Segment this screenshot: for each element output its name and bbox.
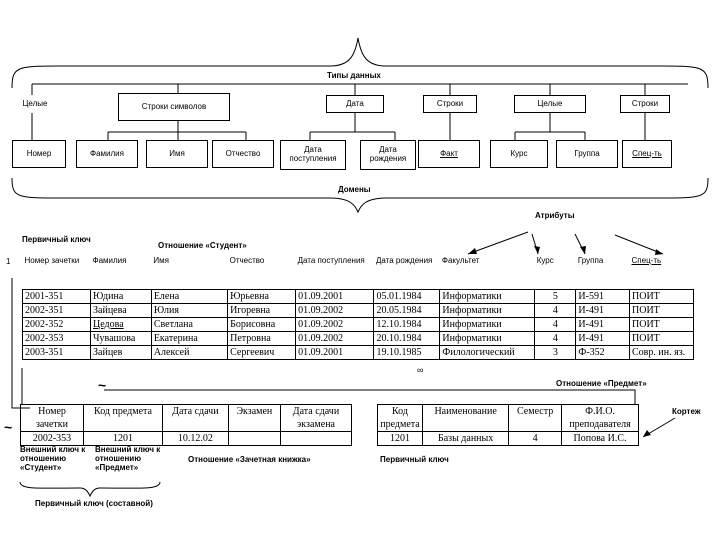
col-header: Группа [577,256,604,265]
attr-label: Спец-ть [632,148,662,158]
cell: Игоревна [228,303,296,317]
tilde-mark-left: ~ [4,419,13,435]
cell: Зайцев [91,345,152,359]
zachetka-relation-title: Отношение «Зачетная книжка» [188,455,311,464]
student-pk-label: Первичный ключ [22,235,91,244]
col-header: Дата поступления [297,256,365,265]
cell: 05.01.1984 [374,289,440,303]
type-group-integer-1 [14,95,56,113]
attr-label: Факт [440,148,458,158]
cell: 4 [535,303,576,317]
zachetka-table [20,404,352,446]
predmet-pk-label: Первичный ключ [380,455,449,464]
tilde-mark-top: ~ [98,377,107,393]
student-relation-title: Отношение «Студент» [158,241,247,250]
type-group-label: Дата [346,98,364,108]
table-row [23,317,694,331]
col-header: Наименование [423,405,509,432]
attr-box-surname [76,140,138,168]
col-header: Дата сдачи [163,405,229,432]
type-group-strings [118,93,230,121]
cell: Юлия [151,303,227,317]
cell: 10.12.02 [163,432,229,446]
cell: 01.09.2002 [296,317,374,331]
attr-label: Курс [510,148,528,158]
attr-label: Дата поступления [289,145,337,163]
attr-box-faculty [418,140,480,168]
cell: 2003-351 [23,345,91,359]
cell: 19.10.1985 [374,345,440,359]
cell: 2001-351 [23,289,91,303]
cell: И-491 [576,303,630,317]
cell: 01.09.2001 [296,289,374,303]
table-row [378,432,639,446]
cell: 20.10.1984 [374,331,440,345]
data-types-title: Типы данных [327,71,381,80]
student-row-marker: 1 [6,257,11,266]
predmet-table [377,404,639,446]
attr-arrow-1 [468,232,528,254]
cell: И-591 [576,289,630,303]
fk-subject-label: Внешний ключ к отношению «Предмет» [95,445,161,472]
type-group-string-3 [620,95,670,113]
cell: 01.09.2002 [296,331,374,345]
cell: Екатерина [151,331,227,345]
col-header: Ф.И.О. преподавателя [562,405,639,432]
cell: 4 [509,432,562,446]
type-group-string-2 [423,95,477,113]
cell: 2002-353 [23,331,91,345]
cell: ПОИТ [630,289,694,303]
cell: Борисовна [228,317,296,331]
attr-box-course [490,140,548,168]
cell: Петровна [228,331,296,345]
student-table [22,254,694,360]
col-header: Номер зачетки [24,256,80,265]
type-group-integer-2 [514,95,586,113]
cell: И-491 [576,331,630,345]
col-header: Семестр [509,405,562,432]
type-group-label: Строки [436,98,464,108]
cell: Информатики [440,289,535,303]
cell: И-491 [576,317,630,331]
cell: Филологический [440,345,535,359]
type-group-date [326,95,384,113]
composite-brace [20,482,160,496]
fk-student-label: Внешний ключ к отношению «Студент» [20,445,86,472]
cell: ПОИТ [630,331,694,345]
attr-box-group [556,140,618,168]
predmet-relation-title: Отношение «Предмет» [556,379,647,388]
col-header: Код предмета [378,405,423,432]
cell: Попова И.С. [562,432,639,446]
col-header: Фамилия [92,256,127,265]
table-row [23,289,694,303]
col-header: Дата сдачи экзамена [281,405,352,432]
cell: Совр. ин. яз. [630,345,694,359]
col-header: Имя [153,256,169,265]
cell: 2002-351 [23,303,91,317]
cell: Алексей [151,345,227,359]
cell [281,432,352,446]
cell: Юдина [91,289,152,303]
attr-box-patronymic [212,140,274,168]
col-header: Факультет [441,256,480,265]
cell: 1201 [378,432,423,446]
attr-label: Фамилия [90,148,124,158]
cell: 01.09.2001 [296,345,374,359]
col-header: Дата рождения [375,256,433,265]
col-header: Спец-ть [631,256,662,265]
col-header: Код предмета [84,405,163,432]
cell: Юрьевна [228,289,296,303]
cell: Ф-352 [576,345,630,359]
attr-box-admission-date [280,140,346,170]
table-row [23,303,694,317]
attr-box-number [12,140,66,168]
attr-box-birth-date [360,140,416,170]
cell: 12.10.1984 [374,317,440,331]
infinity-mark: ∞ [417,365,424,375]
cell: 4 [535,331,576,345]
attr-label: Отчество [225,148,261,158]
attr-label: Дата рождения [369,145,407,163]
cell: 3 [535,345,576,359]
col-header: Экзамен [228,405,280,432]
cell [228,432,280,446]
type-group-label: Строки [631,98,659,108]
cell: Светлана [151,317,227,331]
attr-label: Имя [169,148,185,158]
cell: ПОИТ [630,317,694,331]
tuple-label: Кортеж [672,407,701,416]
fk-connector [22,365,635,404]
attr-label: Группа [574,148,600,158]
composite-pk-label: Первичный ключ (составной) [35,499,153,508]
col-header: Номер зачетки [21,405,84,432]
cell: Елена [151,289,227,303]
cell: Базы данных [423,432,509,446]
cell: ПОИТ [630,303,694,317]
type-group-label: Строки символов [141,101,207,111]
cell: Информатики [440,331,535,345]
attr-box-specialty [622,140,672,168]
attr-box-name [146,140,208,168]
cell: 20.05.1984 [374,303,440,317]
student-header-row [23,254,694,267]
table-row [21,432,352,446]
cell: Цедова [91,317,152,331]
cell: Информатики [440,317,535,331]
cell: Сергеевич [228,345,296,359]
cell: 1201 [84,432,163,446]
cell: 01.09.2002 [296,303,374,317]
col-header: Отчество [229,256,265,265]
attr-label: Номер [26,148,52,158]
type-group-label: Целые [22,98,48,108]
type-group-label: Целые [537,98,563,108]
cell: Чувашова [91,331,152,345]
predmet-header-row [378,405,639,432]
cell: 5 [535,289,576,303]
cell: 2002-352 [23,317,91,331]
col-header: Курс [536,256,554,265]
table-row [23,331,694,345]
attributes-label: Атрибуты [535,211,575,220]
zachetka-header-row [21,405,352,432]
cell: 4 [535,317,576,331]
cell: 2002-353 [21,432,84,446]
cell: Информатики [440,303,535,317]
domains-label: Домены [338,185,371,194]
cell: Зайцева [91,303,152,317]
bottom-brace [12,178,708,212]
table-row [23,345,694,359]
